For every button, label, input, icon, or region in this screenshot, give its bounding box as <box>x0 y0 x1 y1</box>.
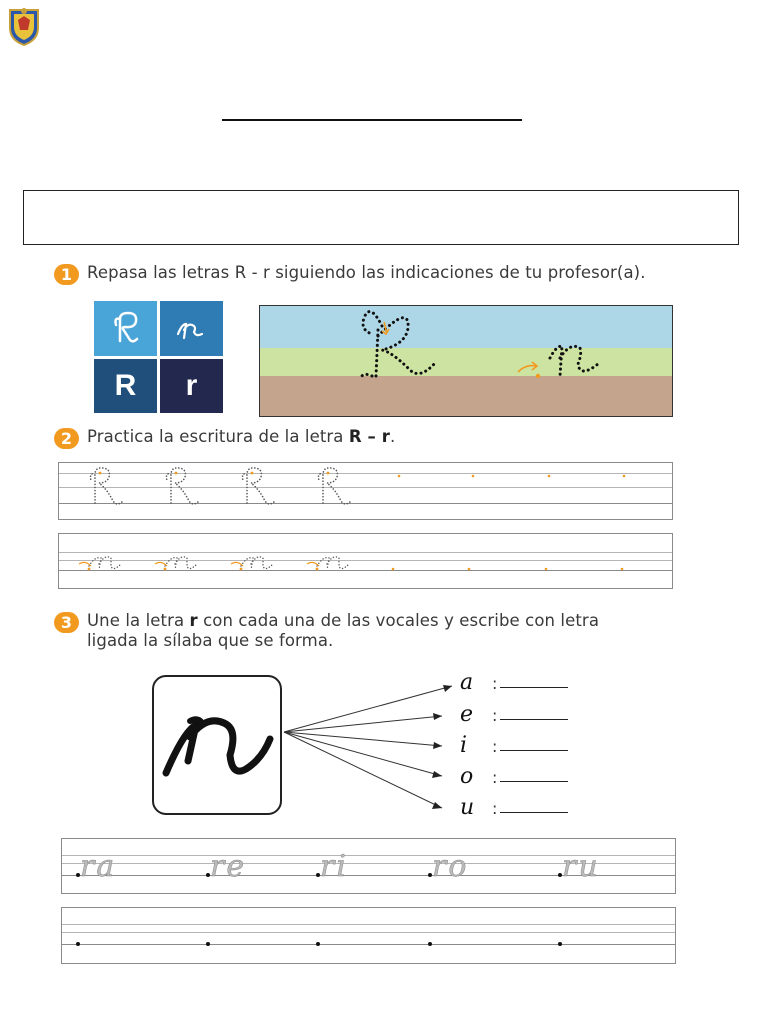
vowel-o-answer-line[interactable] <box>500 781 568 782</box>
vowel-u-colon: : <box>492 799 498 818</box>
exercise-1-number: 1 <box>54 264 79 285</box>
title-line <box>222 119 522 121</box>
connector-arrows <box>282 676 472 816</box>
vowel-row-u <box>456 795 576 823</box>
tile-cursive-lowercase <box>160 301 223 356</box>
exercise-3-line1-prefix: Une la letra <box>87 611 190 630</box>
exercise-3-instruction-line-1 <box>87 611 599 630</box>
exercise-3-line1-bold: r <box>189 611 198 630</box>
tile-print-lowercase <box>160 359 223 413</box>
syllable-ra: ra <box>80 849 117 884</box>
uppercase-r-trace-guides <box>59 463 674 521</box>
uppercase-writing-lines[interactable] <box>58 462 673 520</box>
vowel-i-label: i <box>460 733 468 758</box>
exercise-3-line1-suffix: con cada una de las vocales y escribe con letra <box>197 611 600 630</box>
exercise-3-instruction-line-2: ligada la sílaba que se forma. <box>87 631 334 650</box>
vowel-e-colon: : <box>492 706 498 725</box>
syllable-start-dots <box>62 839 677 895</box>
cursive-uppercase-r-icon <box>106 309 146 349</box>
syllable-tracing-lines[interactable] <box>61 838 676 894</box>
vowel-u-label: u <box>460 795 475 820</box>
vowel-a-label: a <box>460 670 474 695</box>
exercise-2-instruction-bold: R – r <box>348 427 390 446</box>
syllable-ro: ro <box>432 849 469 884</box>
exercise-3-number: 3 <box>54 612 79 633</box>
dotted-letters <box>260 306 673 417</box>
vowel-a-answer-line[interactable] <box>500 687 568 688</box>
vowel-i-answer-line[interactable] <box>500 750 568 751</box>
tile-print-uppercase-label: R <box>114 369 137 402</box>
vowel-list <box>456 670 576 820</box>
vowel-row-i <box>456 733 576 761</box>
cursive-r-big-icon <box>154 677 280 813</box>
vowel-e-label: e <box>460 702 474 727</box>
tracing-scene <box>259 305 673 417</box>
vowel-row-e <box>456 702 576 730</box>
tile-print-lowercase-label: r <box>185 369 198 402</box>
exercise-2-instruction-suffix: . <box>389 427 396 446</box>
vowel-row-o <box>456 764 576 792</box>
exercise-2-instruction <box>87 427 395 446</box>
name-box[interactable] <box>23 190 739 245</box>
lowercase-r-trace-guides <box>59 534 674 590</box>
blank-writing-lines[interactable] <box>61 907 676 964</box>
vowel-a-colon: : <box>492 674 498 693</box>
vowel-e-answer-line[interactable] <box>500 719 568 720</box>
blank-start-dots <box>62 908 677 965</box>
vowel-row-a <box>456 670 576 698</box>
syllable-re: re <box>210 849 247 884</box>
cursive-lowercase-r-icon <box>174 314 210 344</box>
tile-print-uppercase <box>94 359 157 413</box>
exercise-2-instruction-prefix: Practica la escritura de la letra <box>87 427 349 446</box>
letter-r-card <box>152 675 282 815</box>
exercise-2-number: 2 <box>54 428 79 449</box>
vowel-o-label: o <box>460 764 474 789</box>
letter-tiles <box>94 301 223 413</box>
school-crest-icon <box>8 6 40 46</box>
tile-cursive-uppercase <box>94 301 157 356</box>
lowercase-writing-lines[interactable] <box>58 533 673 589</box>
vowel-i-colon: : <box>492 737 498 756</box>
syllable-ri: ri <box>320 849 348 884</box>
exercise-1-instruction: Repasa las letras R - r siguiendo las indicaciones de tu profesor(a). <box>87 263 646 282</box>
vowel-u-answer-line[interactable] <box>500 812 568 813</box>
vowel-o-colon: : <box>492 768 498 787</box>
syllable-ru: ru <box>562 849 600 884</box>
